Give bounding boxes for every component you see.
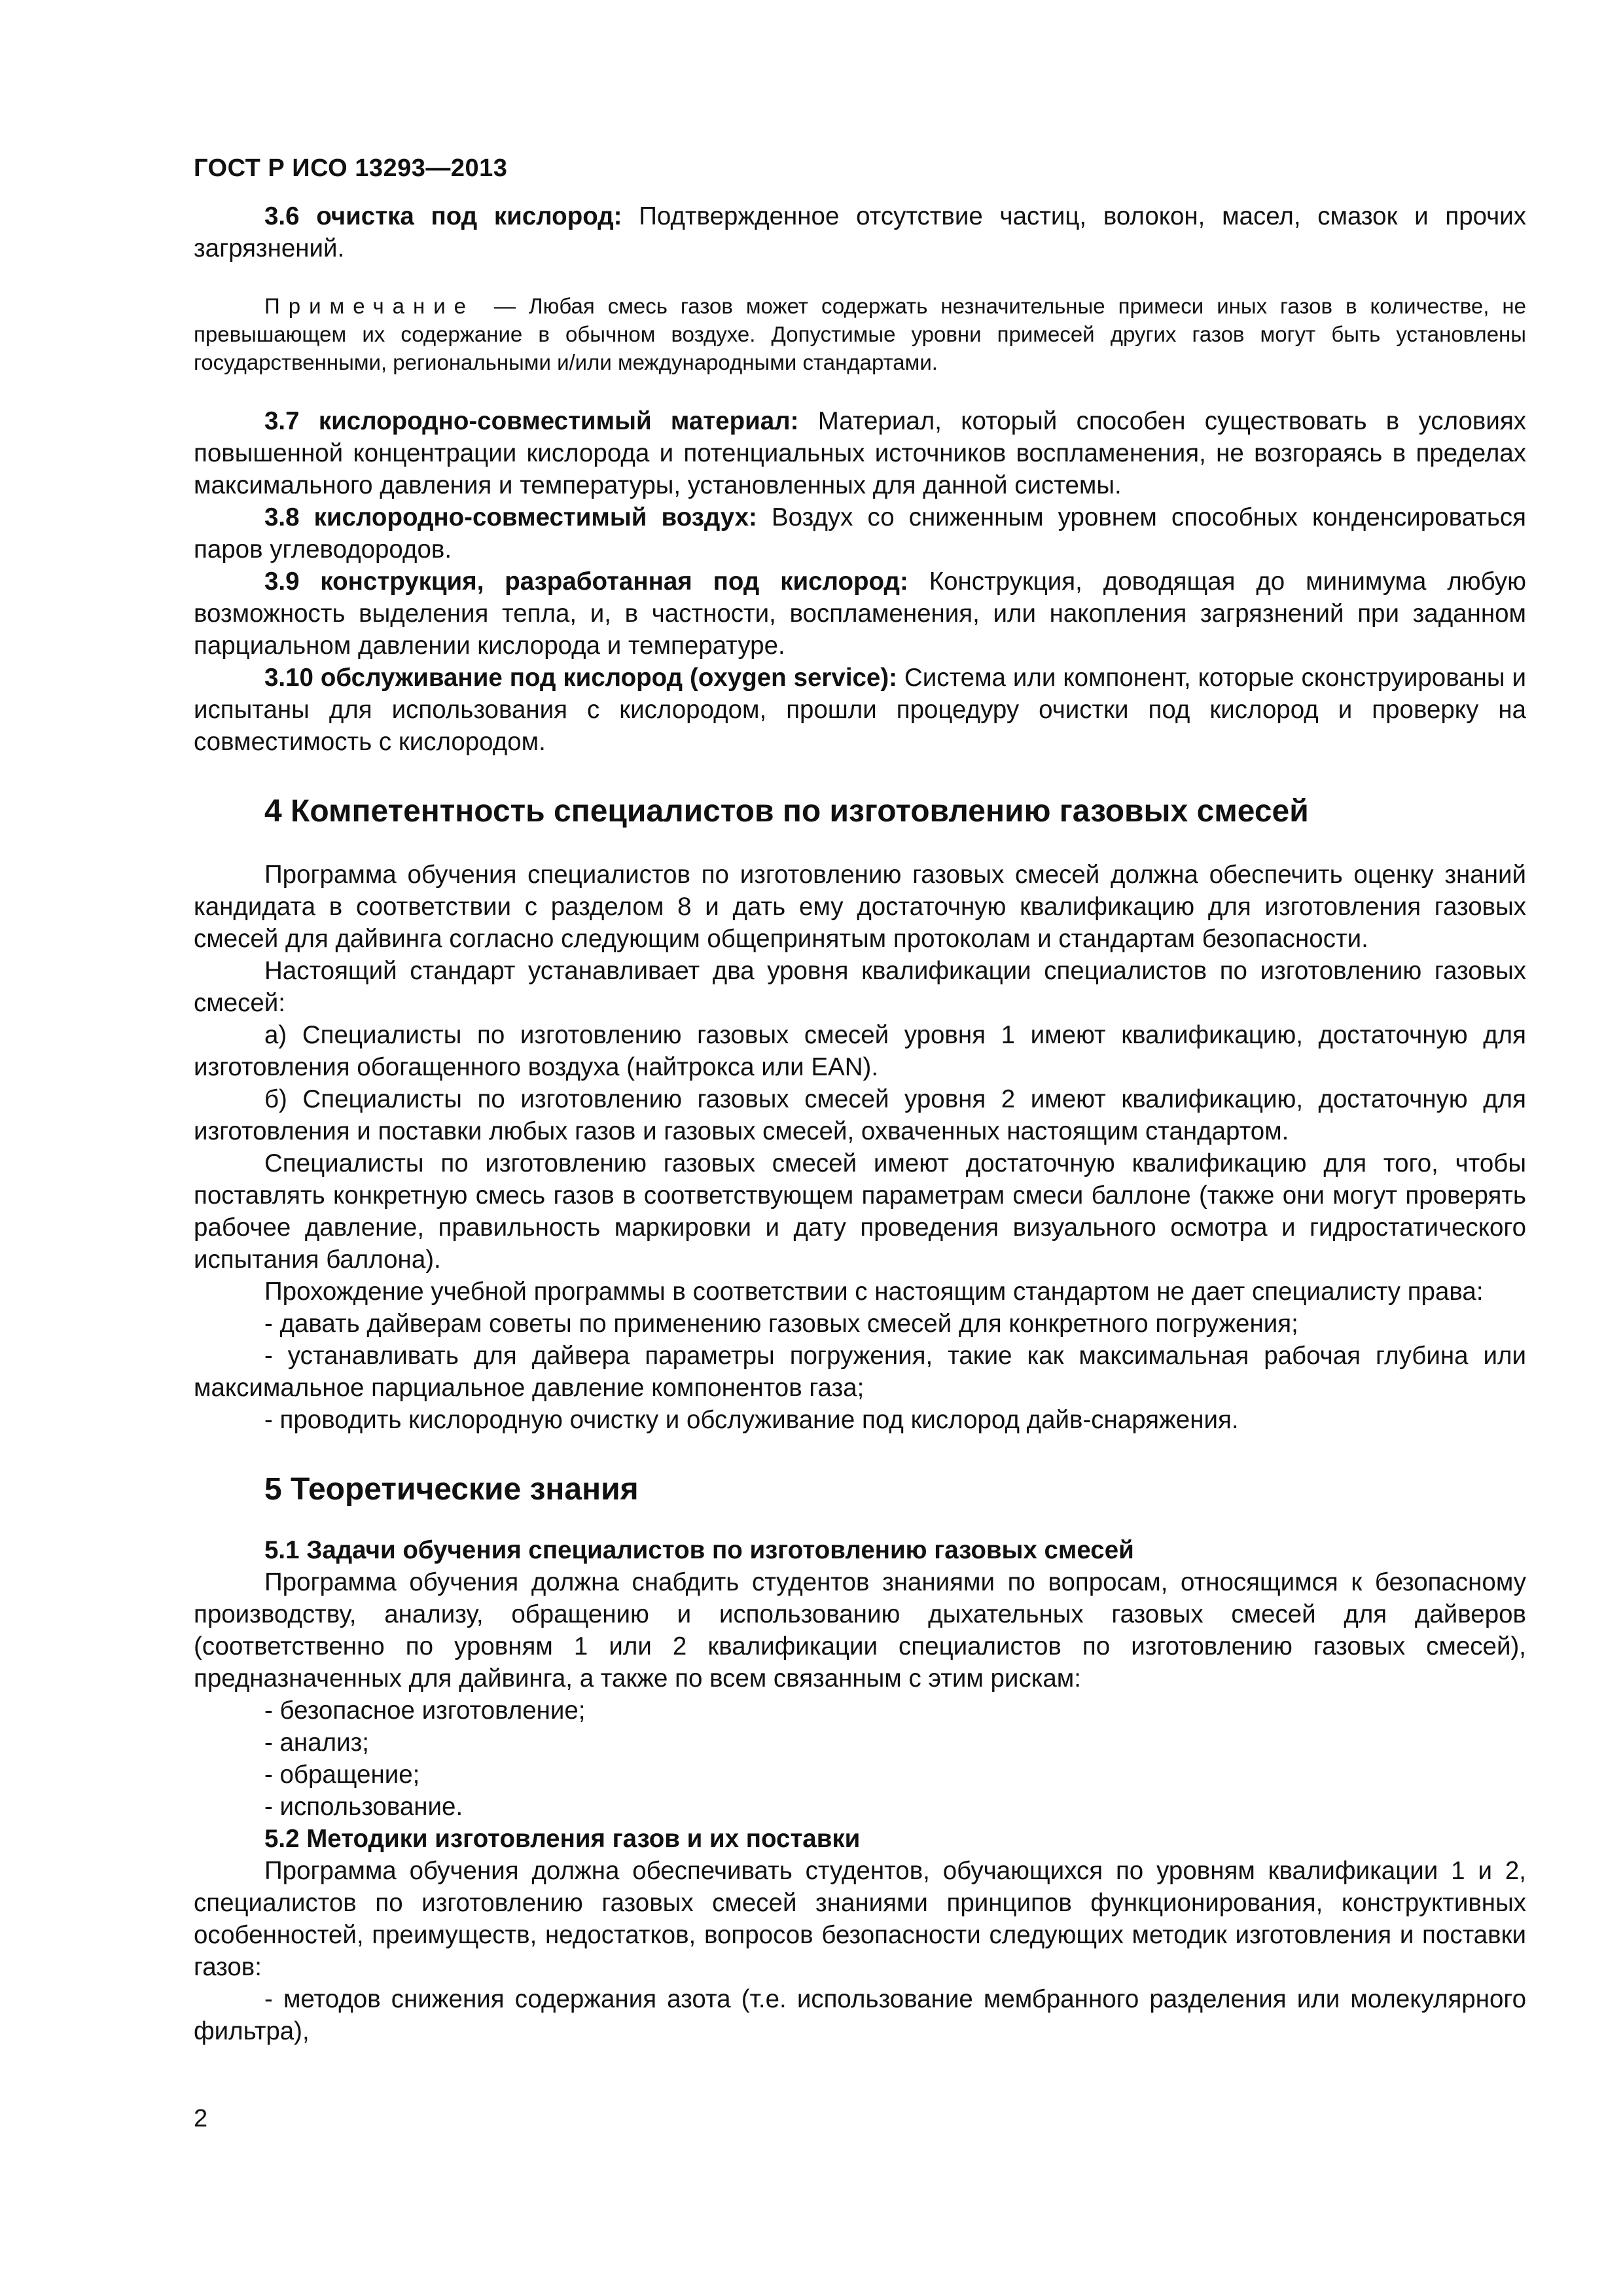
note-label: Примечание [264,294,475,318]
section-4-paragraph: б) Специалисты по изготовлению газовых смесей уровня 2 имеют квалификацию, достаточную для изготовления и поставки любых газов и газовых смесей, охваченных настоящим стандартом. [194,1085,1526,1145]
term-3-10 [194,662,1526,758]
section-4-list-item: - проводить кислородную очистку и обслуживание под кислород дайв-снаряжения. [264,1406,1239,1434]
page-content [194,200,1526,2047]
term-3-8 [194,501,1526,565]
section-4-paragraph: Настоящий стандарт устанавливает два уровня квалификации специалистов по изготовлению газовых смесей: [194,957,1526,1017]
page-number: 2 [194,2105,208,2132]
term-3-9 [194,565,1526,662]
subsection-5-2-title: 5.2 Методики изготовления газов и их поставки [264,1825,861,1853]
section-4-paragraph: Специалисты по изготовлению газовых смесей имеют достаточную квалификацию для того, чтобы поставлять конкретную смесь газов в соответствующем параметрам смеси баллоне (также они могут проверять рабочее давление, правильность маркировки и дату проведения визуального осмотра и гидростатического испытания баллона). [194,1149,1526,1274]
section-4-paragraph: Программа обучения специалистов по изготовлению газовых смесей должна обеспечить оценку знаний кандидата в соответствии с разделом 8 и дать ему достаточную квалификацию для изготовления газовых смесей для дайвинга согласно следующим общепринятым протоколам и стандартам безопасности. [194,861,1526,953]
section-4-list-item: - устанавливать для дайвера параметры погружения, такие как максимальная рабочая глубина или максимальное парциальное давление компонентов газа; [194,1342,1526,1402]
term-3-7 [194,405,1526,501]
term-definition: Конструкция, доводящая до минимума любую возможность выделения тепла, и, в частности, воспламенения, или накопления загрязнений при заданном парциальном давлении кислорода и температуре. [194,567,1526,660]
term-definition: Воздух со сниженным уровнем способных конденсироваться паров углеводородов. [194,503,1526,564]
note-paragraph [194,292,1526,376]
subsection-5-1-paragraph: Программа обучения должна снабдить студентов знаниями по вопросам, относящимся к безопасному производству, анализу, обращению и использованию дыхательных газовых смесей для дайверов (соответственно по уровням 1 или 2 квалификации специалистов по изготовлению газовых смесей), предназначенных для дайвинга, а также по всем связанным с этим рискам: [194,1568,1526,1693]
section-4-list-item: - давать дайверам советы по применению газовых смесей для конкретного погружения; [264,1310,1298,1338]
subsection-5-2-paragraph: Программа обучения должна обеспечивать студентов, обучающихся по уровням квалификации 1 и 2, специалистов по изготовлению газовых смесей знаниями принципов функционирования, конструктивных особенностей, преимуществ, недостатков, вопросов безопасности следующих методик изготовления и поставки газов: [194,1857,1526,1981]
term-title: 3.7 кислородно-совместимый материал: [264,407,799,435]
subsection-5-2-list-item: - методов снижения содержания азота (т.е. использование мембранного разделения или молекулярного фильтра), [194,1985,1526,2045]
term-title: 3.8 кислородно-совместимый воздух: [264,503,757,531]
section-4-heading: 4 Компетентность специалистов по изготовлению газовых смесей [264,794,1309,829]
term-title: 3.10 обслуживание под кислород (oxygen service): [264,664,897,692]
document-header: ГОСТ Р ИСО 13293—2013 [194,154,508,182]
subsection-5-1-list-item: - обращение; [264,1761,420,1789]
subsection-5-1-list-item: - безопасное изготовление; [264,1696,586,1725]
term-definition: Подтвержденное отсутствие частиц, волокон, масел, смазок и прочих загрязнений. [194,202,1526,262]
term-title: 3.6 очистка под кислород: [264,202,622,230]
note-text: — Любая смесь газов может содержать незначительные примеси иных газов в количестве, не превышающем их содержание в обычном воздухе. Допустимые уровни примесей других газов могут быть установлены государственными, региональными и/или международными стандартами. [194,294,1526,374]
subsection-5-1-title: 5.1 Задачи обучения специалистов по изготовлению газовых смесей [264,1536,1134,1564]
term-title: 3.9 конструкция, разработанная под кислород: [264,567,908,596]
subsection-5-1-list-item: - анализ; [264,1729,369,1757]
term-3-6 [194,200,1526,264]
term-definition: Материал, который способен существовать в условиях повышенной концентрации кислорода и потенциальных источников воспламенения, не возгораясь в пределах максимального давления и температуры, установленных для данной системы. [194,407,1526,499]
section-5-heading: 5 Теоретические знания [264,1472,639,1507]
term-definition: Система или компонент, которые сконструированы и испытаны для использования с кислородом, прошли процедуру очистки под кислород и проверку на совместимость с кислородом. [194,664,1526,756]
section-4-paragraph: Прохождение учебной программы в соответствии с настоящим стандартом не дает специалисту права: [264,1278,1484,1306]
subsection-5-1-list-item: - использование. [264,1793,463,1821]
section-4-paragraph: а) Специалисты по изготовлению газовых смесей уровня 1 имеют квалификацию, достаточную для изготовления обогащенного воздуха (найтрокса или EAN). [194,1021,1526,1081]
